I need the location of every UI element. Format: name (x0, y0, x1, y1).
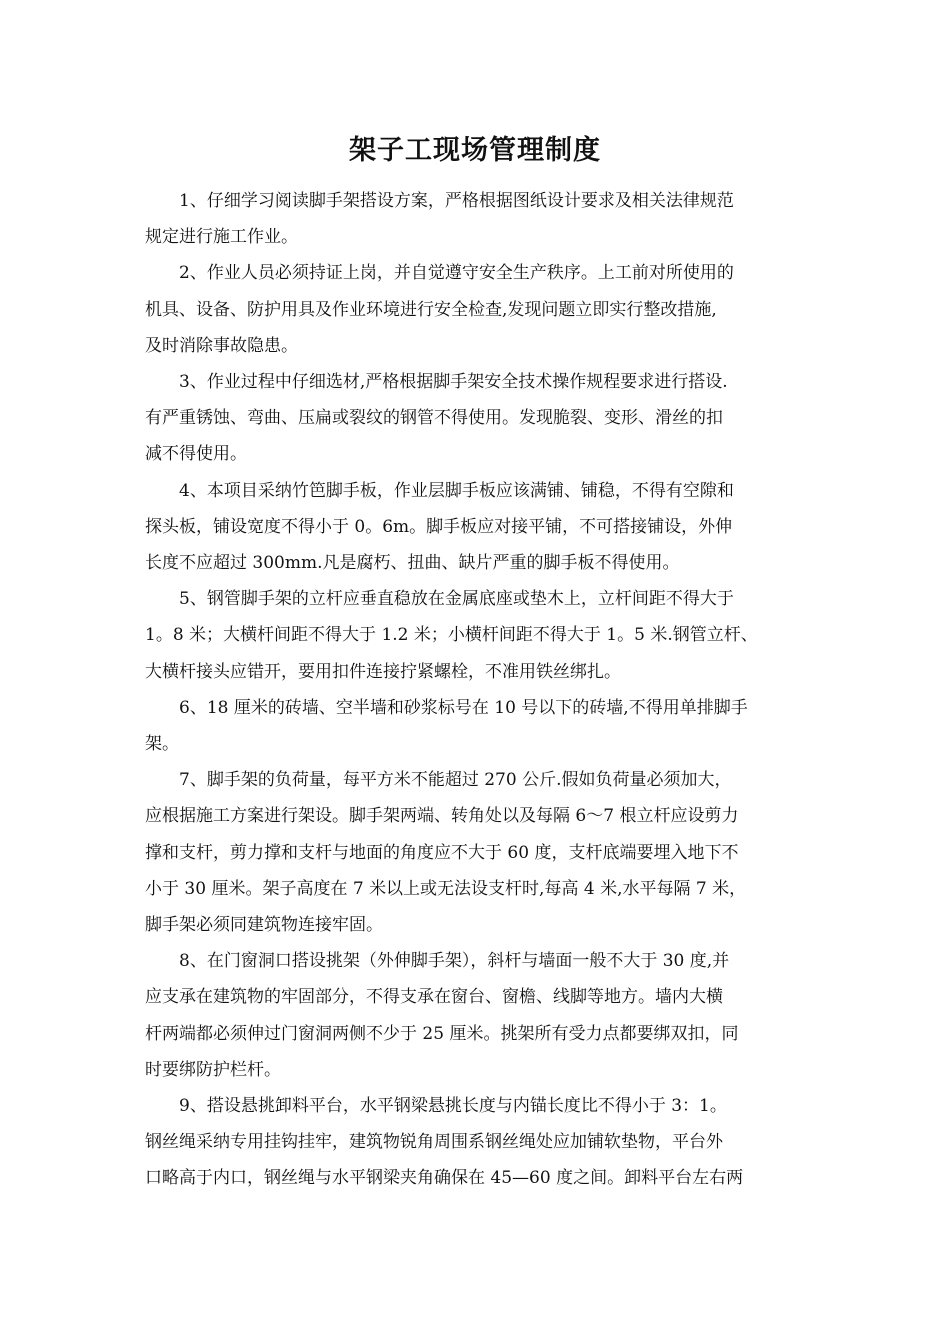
paragraph-line: 杆两端都必须伸过门窗洞两侧不少于 25 厘米。挑架所有受力点都要绑双扣，同 (145, 1023, 739, 1044)
paragraph-line: 应支承在建筑物的牢固部分，不得支承在窗台、窗檐、线脚等地方。墙内大横 (145, 987, 723, 1008)
paragraph-line: 3、作业过程中仔细选材,严格根据脚手架安全技术操作规程要求进行搭设. (179, 372, 728, 393)
paragraph-line: 长度不应超过 300mm.凡是腐朽、扭曲、缺片严重的脚手板不得使用。 (145, 553, 680, 574)
paragraph-line: 大横杆接头应错开，要用扣件连接拧紧螺栓，不准用铁丝绑扎。 (145, 661, 621, 682)
paragraph-line: 减不得使用。 (145, 444, 247, 465)
paragraph-line: 小于 30 厘米。架子高度在 7 米以上或无法设支杆时,每高 4 米,水平每隔 7 米， (145, 878, 747, 899)
paragraph-line: 口略高于内口，钢丝绳与水平钢梁夹角确保在 45—60 度之间。卸料平台左右两 (145, 1168, 744, 1189)
paragraph-line: 应根据施工方案进行架设。脚手架两端、转角处以及每隔 6～7 根立杆应设剪力 (145, 806, 739, 827)
paragraph-9 (145, 1088, 810, 1197)
paragraph-2 (145, 255, 810, 364)
paragraph-line: 机具、设备、防护用具及作业环境进行安全检查,发现问题立即实行整改措施, (145, 299, 717, 320)
paragraph-line: 1。8 米；大横杆间距不得大于 1.2 米；小横杆间距不得大于 1。5 米.钢管立杆、 (145, 625, 758, 646)
paragraph-line: 有严重锈蚀、弯曲、压扁或裂纹的钢管不得使用。发现脆裂、变形、滑丝的扣 (145, 408, 723, 429)
paragraph-5 (145, 581, 810, 690)
paragraph-line: 时要绑防护栏杆。 (145, 1059, 281, 1080)
paragraph-line: 探头板，铺设宽度不得小于 0。6m。脚手板应对接平铺，不可搭接铺设，外伸 (145, 516, 733, 537)
document-title: 架子工现场管理制度 (349, 135, 601, 166)
document-body (145, 183, 810, 1197)
paragraph-line: 架。 (145, 734, 179, 755)
paragraph-line: 规定进行施工作业。 (145, 227, 298, 248)
paragraph-6 (145, 690, 810, 762)
paragraph-line: 及时消除事故隐患。 (145, 335, 298, 356)
paragraph-line: 脚手架必须同建筑物连接牢固。 (145, 915, 383, 936)
paragraph-7 (145, 762, 810, 943)
paragraph-line: 5、钢管脚手架的立杆应垂直稳放在金属底座或垫木上，立杆间距不得大于 (179, 589, 734, 610)
paragraph-line: 7、脚手架的负荷量，每平方米不能超过 270 公斤.假如负荷量必须加大， (179, 770, 732, 791)
paragraph-line: 6、18 厘米的砖墙、空半墙和砂浆标号在 10 号以下的砖墙,不得用单排脚手 (179, 697, 748, 718)
paragraph-8 (145, 943, 810, 1088)
paragraph-line: 4、本项目采纳竹笆脚手板，作业层脚手板应该满铺、铺稳，不得有空隙和 (179, 480, 734, 501)
paragraph-1 (145, 183, 810, 255)
paragraph-line: 撑和支杆，剪力撑和支杆与地面的角度应不大于 60 度，支杆底端要埋入地下不 (145, 842, 739, 863)
paragraph-4 (145, 473, 810, 582)
paragraph-3 (145, 364, 810, 473)
paragraph-line: 钢丝绳采纳专用挂钩挂牢，建筑物锐角周围系钢丝绳处应加铺软垫物，平台外 (145, 1132, 723, 1153)
paragraph-line: 8、在门窗洞口搭设挑架（外伸脚手架），斜杆与墙面一般不大于 30 度,并 (179, 951, 730, 972)
paragraph-line: 2、作业人员必须持证上岗，并自觉遵守安全生产秩序。上工前对所使用的 (179, 263, 734, 284)
paragraph-line: 9、搭设悬挑卸料平台，水平钢梁悬挑长度与内锚长度比不得小于 3：1。 (179, 1096, 727, 1117)
paragraph-line: 1、仔细学习阅读脚手架搭设方案，严格根据图纸设计要求及相关法律规范 (179, 191, 734, 211)
